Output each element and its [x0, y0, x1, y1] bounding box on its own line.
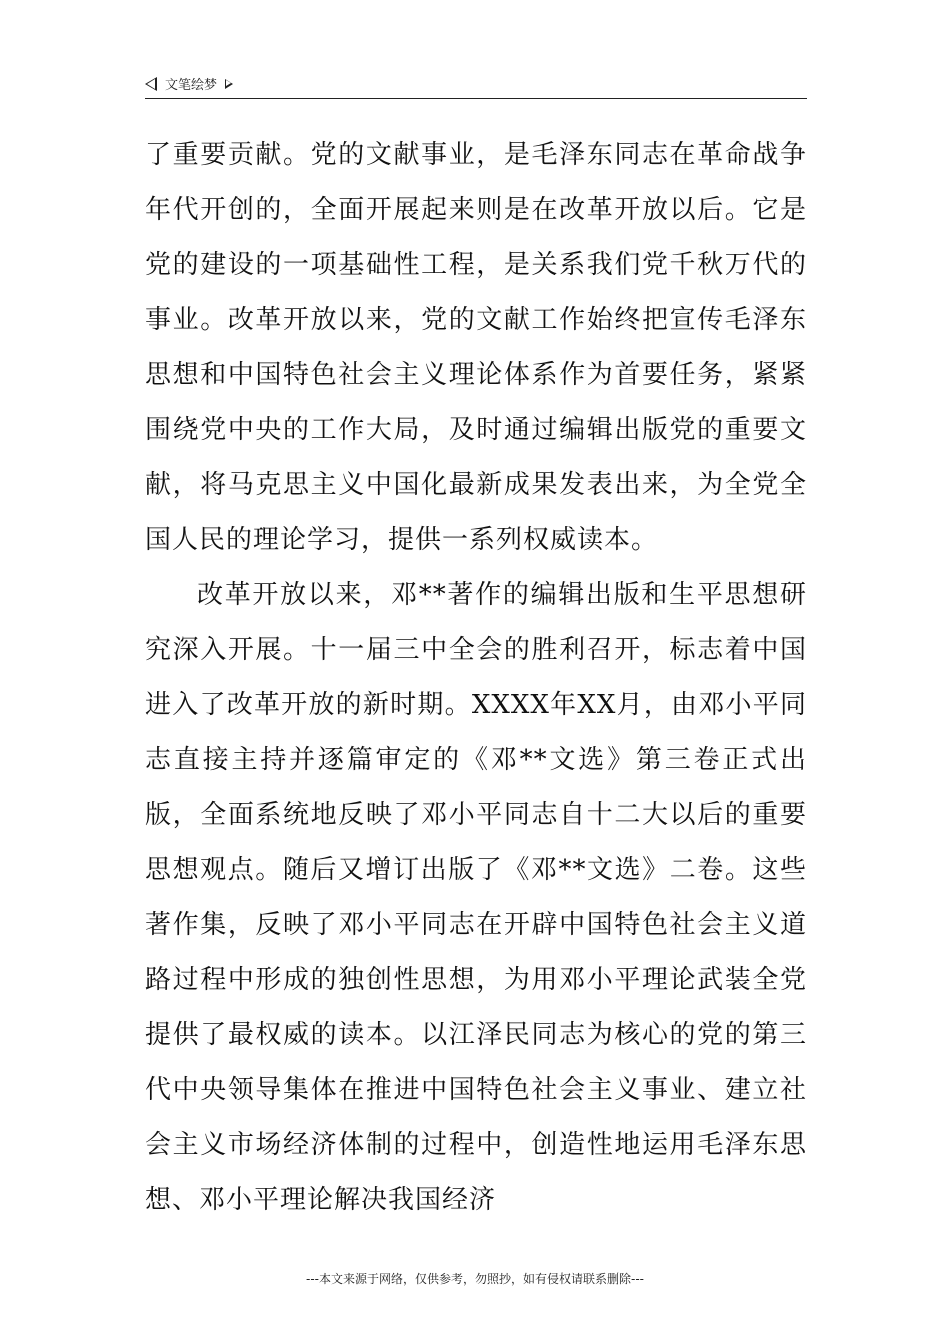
paragraph-2: 改革开放以来，邓**著作的编辑出版和生平思想研究深入开展。十一届三中全会的胜利召开，标志着中国进入了改革开放的新时期。XXXX年XX月，由邓小平同志直接主持并逐篇审定的《邓**文选》第三卷正式出版，全面系统地反映了邓小平同志自十二大以后的重要思想观点。随后又增订出版了《邓**文选》二卷。这些著作集，反映了邓小平同志在开辟中国特色社会主义道路过程中形成的独创性思想，为用邓小平理论武装全党提供了最权威的读本。以江泽民同志为核心的党的第三代中央领导集体在推进中国特色社会主义事业、建立社会主义市场经济体制的过程中，创造性地运用毛泽东思想、邓小平理论解决我国经济 — [145, 580, 807, 1215]
triangle-right-icon — [225, 79, 233, 89]
footer-notice: ---本文来源于网络，仅供参考，勿照抄，如有侵权请联系删除--- — [306, 1272, 644, 1286]
header-title-group — [145, 74, 233, 93]
document-body — [145, 128, 807, 1228]
paragraph-1: 了重要贡献。党的文献事业，是毛泽东同志在革命战争年代开创的，全面开展起来则是在改革开放以后。它是党的建设的一项基础性工程，是关系我们党千秋万代的事业。改革开放以来，党的文献工作始终把宣传毛泽东思想和中国特色社会主义理论体系作为首要任务，紧紧围绕党中央的工作大局，及时通过编辑出版党的重要文献，将马克思主义中国化最新成果发表出来，为全党全国人民的理论学习，提供一系列权威读本。 — [145, 140, 807, 555]
triangle-left-icon — [145, 77, 157, 91]
header-title: 文笔绘梦 — [165, 78, 218, 93]
page-header — [145, 70, 807, 99]
